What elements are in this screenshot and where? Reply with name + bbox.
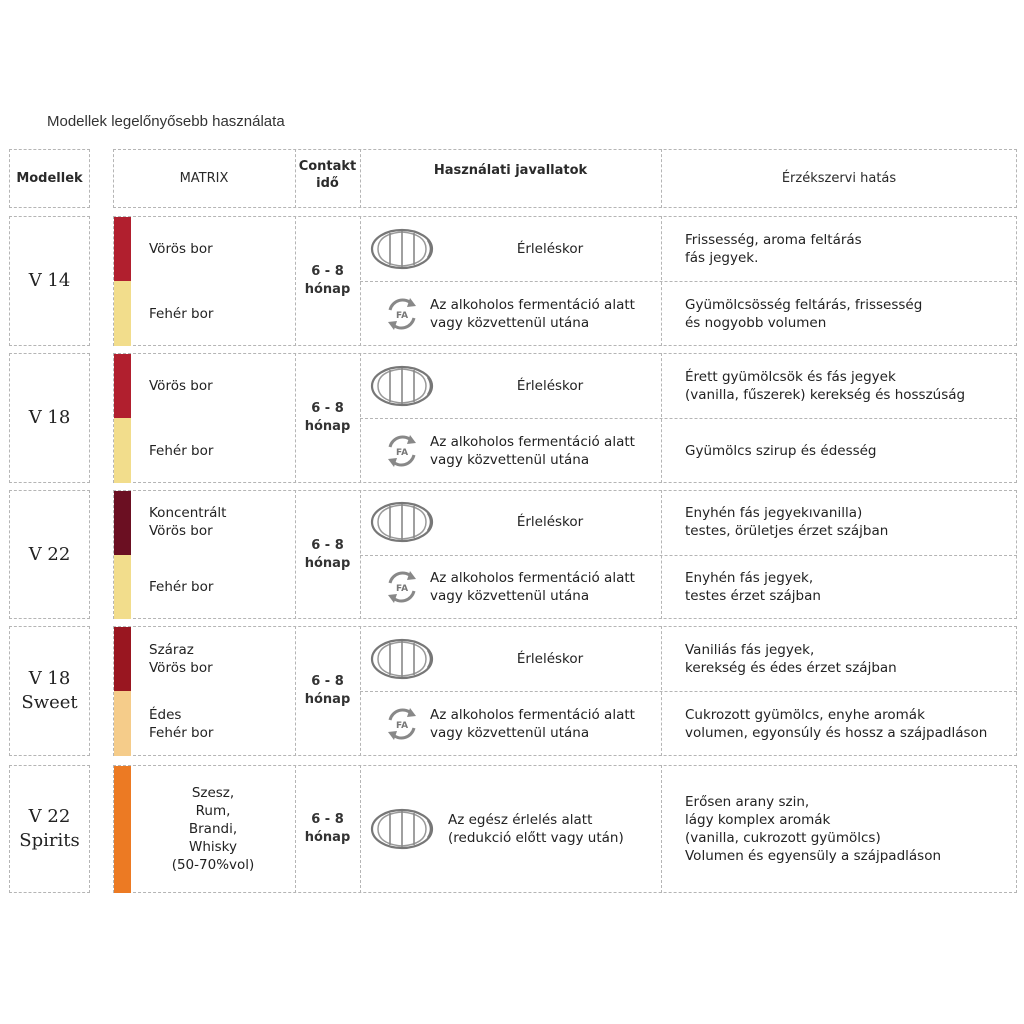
matrix-color-swatch bbox=[114, 217, 131, 281]
page-title: Modellek legelőnyősebb használata bbox=[47, 113, 285, 130]
matrix-label: Fehér bor bbox=[149, 578, 214, 595]
contact-time: 6 - 8 hónap bbox=[304, 812, 351, 845]
usage-text: Érleléskor bbox=[516, 240, 584, 257]
usage-text: Érleléskor bbox=[516, 650, 584, 667]
usage-text: Az alkoholos fermentáció alatt vagy közvettenül utána bbox=[430, 296, 635, 331]
svg-text:FA: FA bbox=[395, 310, 409, 321]
matrix-color-swatch bbox=[114, 691, 131, 756]
usage-text: Érleléskor bbox=[516, 377, 584, 394]
contact-time: 6 - 8 hónap bbox=[304, 401, 351, 434]
fermentation-cycle-icon bbox=[382, 567, 422, 611]
sensory-effect: Enyhén fás jegyekıvanilla) testes, örületjes érzet szájban bbox=[685, 505, 889, 540]
matrix-color-swatch bbox=[114, 418, 131, 483]
fermentation-cycle-icon bbox=[382, 431, 422, 475]
matrix-label: Fehér bor bbox=[149, 442, 214, 459]
matrix-label: Vörös bor bbox=[149, 240, 213, 257]
sensory-effect: Enyhén fás jegyek, testes érzet szájban bbox=[685, 569, 821, 604]
header-models: Modellek bbox=[16, 171, 83, 186]
matrix-label: Száraz Vörös bor bbox=[149, 641, 213, 676]
matrix-label: Koncentrált Vörös bor bbox=[149, 505, 227, 540]
header-effect: Érzékszervi hatás bbox=[781, 171, 897, 186]
model-name: V 18 Sweet bbox=[21, 668, 78, 713]
contact-time: 6 - 8 hónap bbox=[304, 537, 351, 571]
matrix-color-swatch bbox=[114, 627, 131, 691]
matrix-label: Vörös bor bbox=[149, 377, 213, 394]
barrel-icon bbox=[370, 501, 434, 547]
matrix-label: Fehér bor bbox=[149, 305, 214, 322]
sensory-effect: Frissesség, aroma feltárás fás jegyek. bbox=[685, 231, 862, 266]
matrix-label: Szesz, Rum, Brandi, Whisky (50-70%vol) bbox=[171, 785, 255, 873]
model-name: V 14 bbox=[28, 270, 71, 291]
svg-text:FA: FA bbox=[395, 447, 409, 458]
sensory-effect: Gyümölcs szirup és édesség bbox=[685, 442, 877, 459]
header-contact: Contakt idő bbox=[298, 158, 357, 191]
usage-text: Az alkoholos fermentáció alatt vagy közvettenül utána bbox=[430, 569, 635, 604]
svg-text:FA: FA bbox=[395, 583, 409, 594]
contact-time: 6 - 8 hónap bbox=[304, 674, 351, 707]
matrix-color-swatch bbox=[114, 354, 131, 418]
matrix-color-swatch bbox=[114, 555, 131, 620]
matrix-label: Édes Fehér bor bbox=[149, 706, 214, 741]
barrel-icon bbox=[370, 365, 434, 411]
matrix-color-swatch bbox=[114, 766, 131, 893]
usage-text: Az alkoholos fermentáció alatt vagy közvettenül utána bbox=[430, 433, 635, 468]
model-name: V 22 bbox=[28, 543, 71, 565]
barrel-icon bbox=[370, 638, 434, 684]
header-matrix: MATRIX bbox=[179, 171, 229, 186]
matrix-color-swatch bbox=[114, 281, 131, 346]
matrix-color-swatch bbox=[114, 491, 131, 555]
usage-text: Az egész érlelés alatt (redukció előtt vagy után) bbox=[448, 812, 624, 846]
usage-text: Érleléskor bbox=[516, 514, 584, 531]
sensory-effect: Erősen arany szin, lágy komplex aromák (vanilla, cukrozott gyümölcs) Volumen és egyensüly a szájpadláson bbox=[685, 794, 942, 864]
sensory-effect: Érett gyümölcsök és fás jegyek (vanilla, fűszerek) kerekség és hosszúság bbox=[685, 368, 966, 403]
fermentation-cycle-icon bbox=[382, 294, 422, 338]
svg-text:FA: FA bbox=[395, 720, 409, 731]
fermentation-cycle-icon bbox=[382, 704, 422, 748]
header-usage: Használati javallatok bbox=[433, 163, 588, 178]
sensory-effect: Gyümölcsösség feltárás, frissesség és nogyobb volumen bbox=[685, 296, 923, 331]
model-name: V 18 bbox=[28, 407, 71, 428]
column-divider bbox=[360, 765, 361, 893]
model-name: V 22 Spirits bbox=[19, 806, 80, 851]
sensory-effect: Vaniliás fás jegyek, kerekség és édes érzet szájban bbox=[685, 641, 897, 676]
barrel-icon bbox=[370, 808, 434, 854]
barrel-icon bbox=[370, 228, 434, 274]
sensory-effect: Cukrozott gyümölcs, enyhe aromák volumen, egyonsúly és hossz a szájpadláson bbox=[685, 706, 988, 741]
contact-time: 6 - 8 hónap bbox=[304, 264, 351, 297]
usage-text: Az alkoholos fermentáció alatt vagy közvettenül utána bbox=[430, 706, 635, 741]
